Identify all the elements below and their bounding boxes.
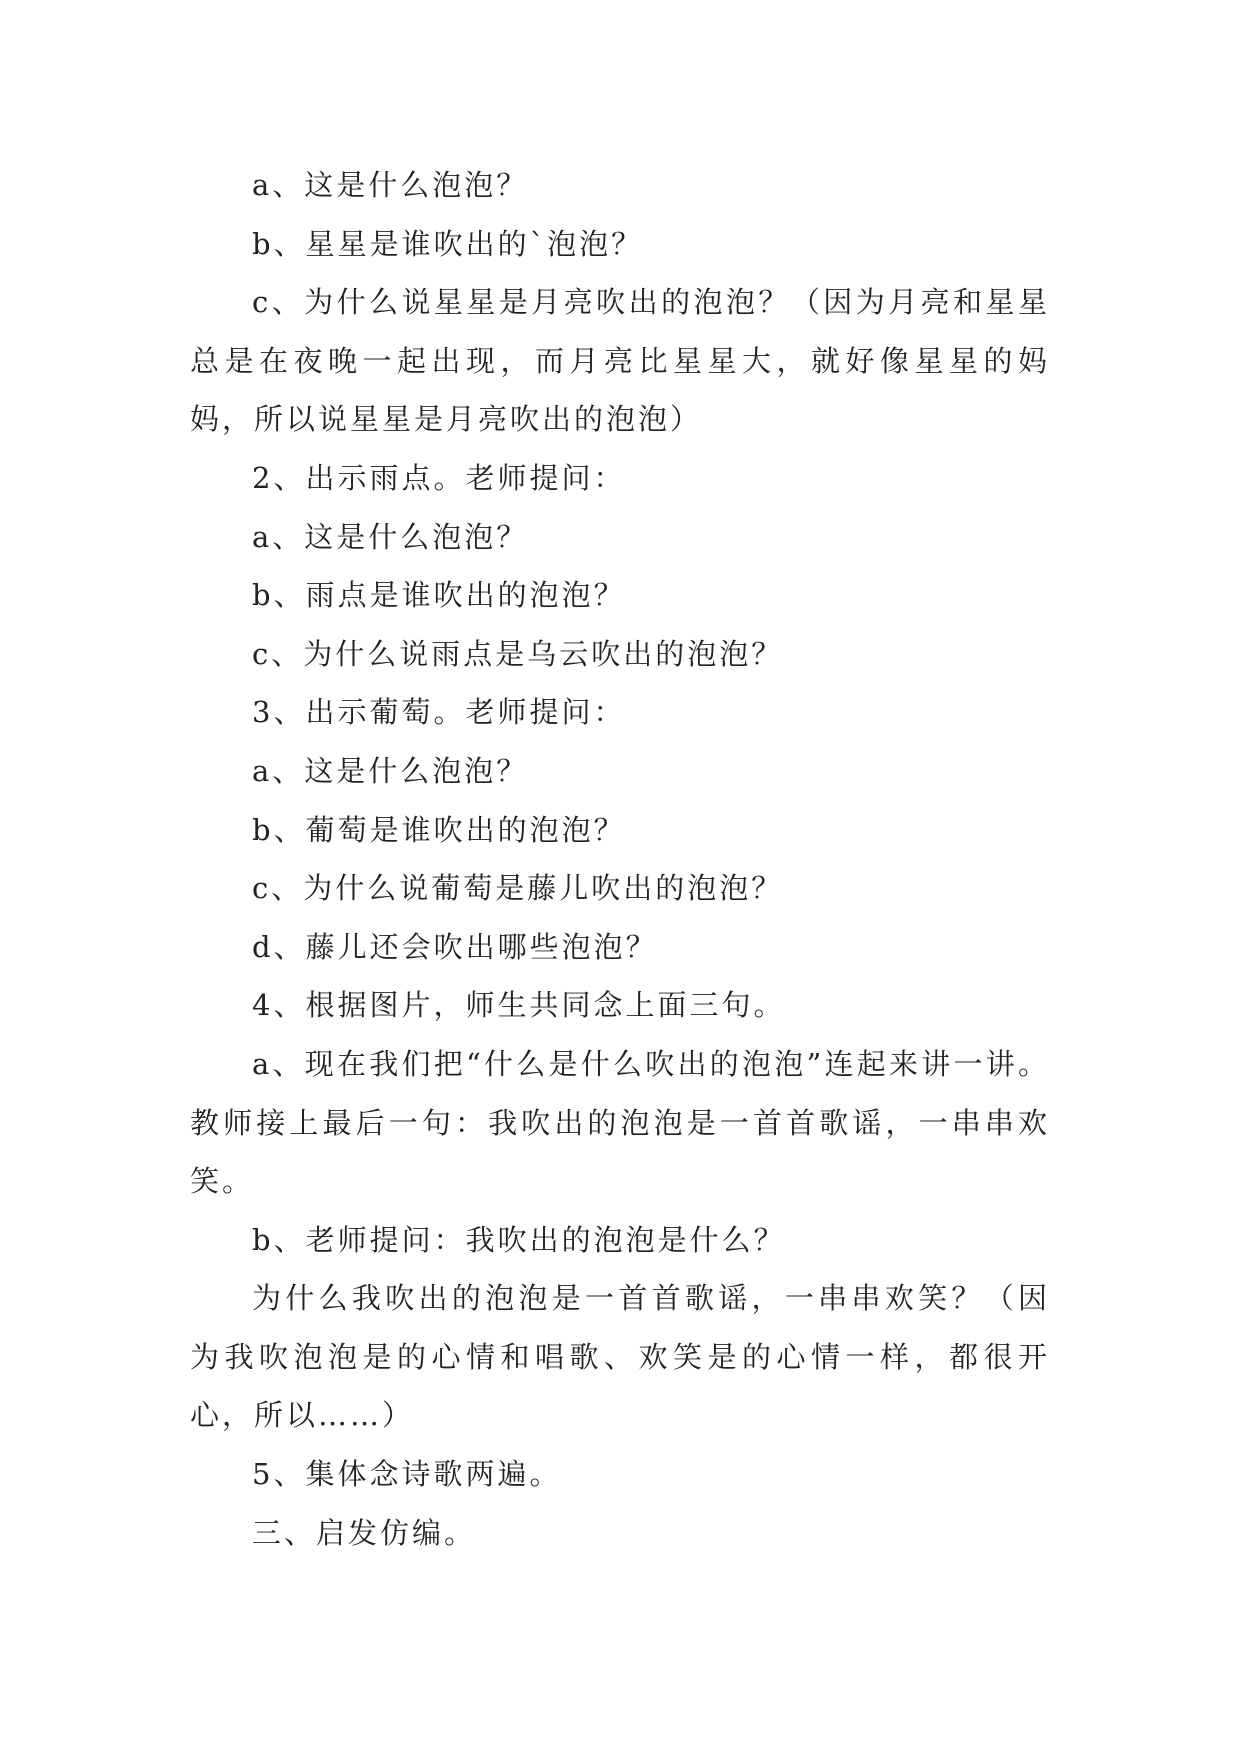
- paragraph: a、这是什么泡泡？: [252, 519, 529, 554]
- paragraph: c、为什么说葡萄是藤儿吹出的泡泡？: [252, 871, 784, 906]
- paragraph: b、星星是谁吹出的`泡泡？: [252, 226, 644, 261]
- paragraph: b、雨点是谁吹出的泡泡？: [252, 578, 626, 613]
- paragraph: 3、出示葡萄。老师提问：: [252, 695, 626, 730]
- paragraph: c、为什么说星星是月亮吹出的泡泡？（因为月亮和星星总是在夜晚一起出现，而月亮比星星大，就好像星星的妈妈，所以说星星是月亮吹出的泡泡）: [190, 285, 1050, 437]
- paragraph: 为什么我吹出的泡泡是一首首歌谣，一串串欢笑？（因为我吹泡泡是的心情和唱歌、欢笑是的心情一样，都很开心，所以……）: [190, 1281, 1050, 1433]
- paragraph: d、藤儿还会吹出哪些泡泡？: [252, 929, 658, 964]
- paragraph: b、老师提问：我吹出的泡泡是什么？: [252, 1222, 786, 1257]
- document-body: [190, 156, 1050, 1562]
- paragraph: a、这是什么泡泡？: [252, 168, 529, 202]
- paragraph: 三、启发仿编。: [252, 1515, 477, 1550]
- paragraph: b、葡萄是谁吹出的泡泡？: [252, 812, 626, 847]
- paragraph: 5、集体念诗歌两遍。: [252, 1457, 562, 1492]
- paragraph: a、现在我们把“什么是什么吹出的泡泡”连起来讲一讲。教师接上最后一句：我吹出的泡泡是一首首歌谣，一串串欢笑。: [190, 1046, 1050, 1199]
- paragraph: c、为什么说雨点是乌云吹出的泡泡？: [252, 636, 784, 671]
- paragraph: 2、出示雨点。老师提问：: [252, 460, 626, 495]
- paragraph: a、这是什么泡泡？: [252, 753, 529, 788]
- paragraph: 4、根据图片，师生共同念上面三句。: [252, 988, 786, 1023]
